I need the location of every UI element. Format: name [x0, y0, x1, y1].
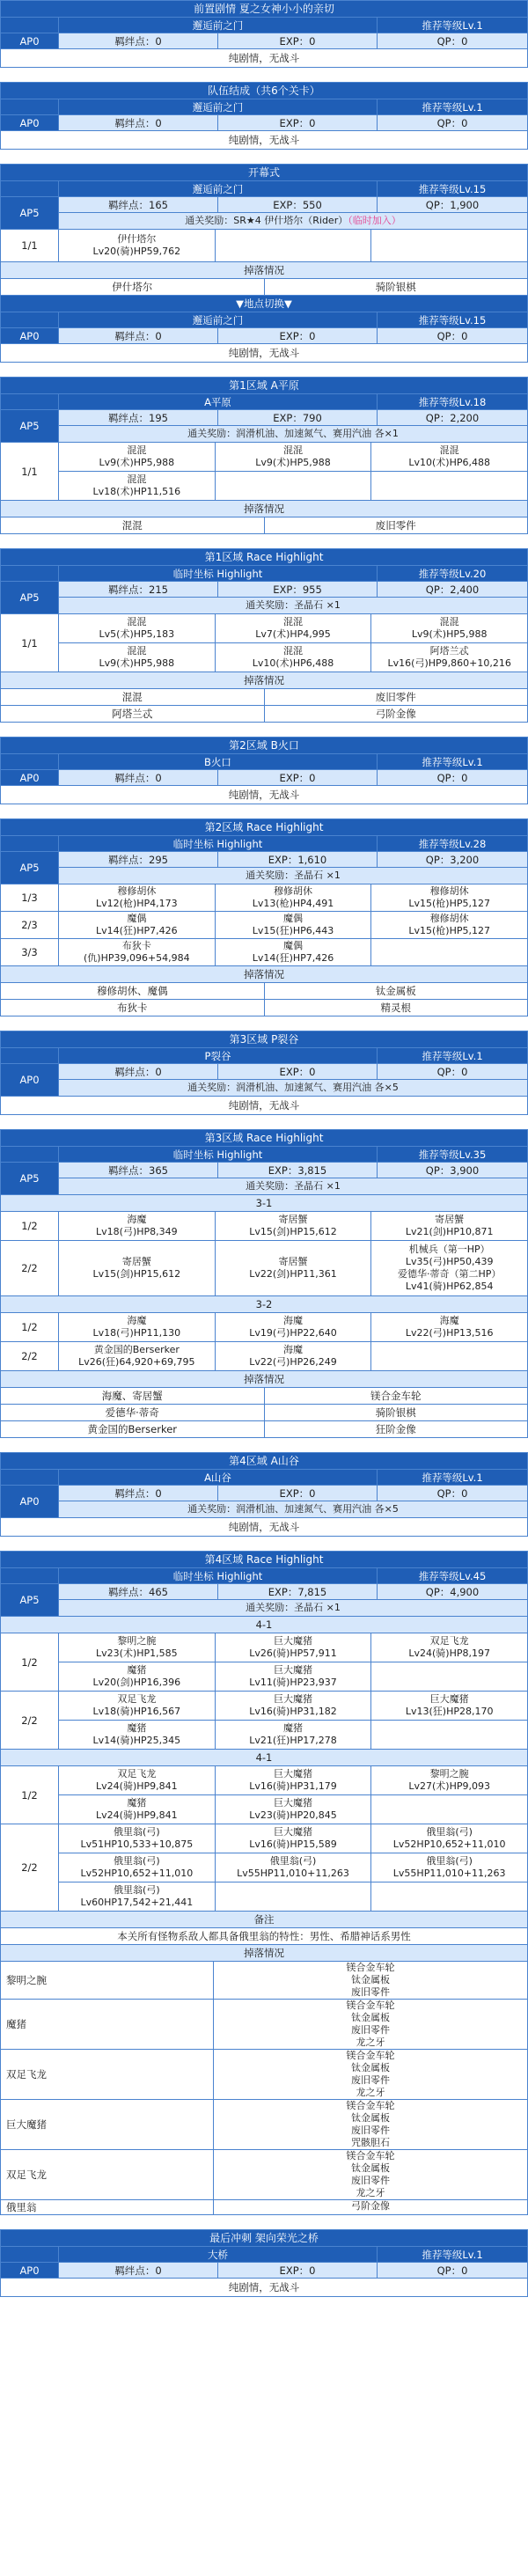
quest-title: 第2区域 B火口 — [1, 738, 527, 753]
wave-label: 1/3 — [21, 892, 38, 904]
exp: EXP：3,815 — [217, 1162, 377, 1178]
bond-points: 羁绊点：165 — [58, 196, 217, 212]
enemy: 黄金国的Berserker Lv26(狂)64,920+69,795 — [58, 1342, 215, 1370]
enemy: 海魔 Lv18(弓)HP11,130 — [58, 1313, 215, 1341]
location: 邂逅前之门 — [58, 180, 377, 196]
recommended-level: 推荐等级Lv.1 — [377, 99, 527, 114]
bond-points: 羁绊点：295 — [58, 851, 217, 867]
ap-cost: AP5 — [1, 851, 58, 884]
drop-item: 镁合金车轮 — [264, 1388, 528, 1404]
enemy: 巨大魔猪 Lv16(骑)HP15,589 — [215, 1824, 371, 1853]
drop-item: 废旧零件 — [264, 689, 528, 705]
bond-points: 羁绊点：0 — [58, 769, 217, 785]
bond-points: 羁绊点：0 — [58, 2262, 217, 2278]
bond-points: 羁绊点：465 — [58, 1583, 217, 1599]
quest-title: 第3区域 Race Highlight — [1, 1130, 527, 1146]
location: 邂逅前之门 — [58, 312, 377, 327]
ap-cost: AP5 — [1, 1583, 58, 1616]
enemy: 阿塔兰忒 Lv16(弓)HP9,860+10,216 — [370, 643, 527, 672]
recommended-level: 推荐等级Lv.20 — [377, 565, 527, 581]
recommended-level: 推荐等级Lv.15 — [377, 312, 527, 327]
quest-title: 第1区域 Race Highlight — [1, 549, 527, 565]
bond-points: 羁绊点：0 — [58, 33, 217, 48]
location: 临时坐标 Highlight — [58, 1567, 377, 1583]
drop-enemy: 俄里翁 — [6, 2201, 37, 2213]
enemy: 穆修胡休 Lv12(枪)HP4,173 — [58, 884, 215, 911]
enemy: 寄居蟹 Lv15(剑)HP15,612 — [58, 1241, 215, 1295]
recommended-level: 推荐等级Lv.15 — [377, 180, 527, 196]
drop-item: 狂阶金像 — [264, 1421, 528, 1437]
qp: QP：0 — [377, 33, 527, 48]
section-header: 3-2 — [1, 1295, 527, 1312]
enemy: 穆修胡休 Lv15(枪)HP5,127 — [370, 912, 527, 938]
enemy: 巨大魔猪 Lv16(骑)HP31,179 — [215, 1766, 371, 1794]
drop-enemy: 黎明之腕 — [6, 1974, 47, 1986]
recommended-level: 推荐等级Lv.18 — [377, 393, 527, 409]
story-note: 纯剧情，无战斗 — [1, 1517, 527, 1536]
quest-title: 最后冲刺 架向荣光之桥 — [1, 2230, 527, 2246]
drops-header: 掉落情况 — [1, 261, 527, 278]
bond-points: 羁绊点：195 — [58, 409, 217, 425]
quest-title: 第2区域 Race Highlight — [1, 819, 527, 835]
enemy: 巨大魔猪 Lv16(骑)HP31,182 — [215, 1692, 371, 1720]
qp: QP：2,200 — [377, 409, 527, 425]
clear-reward: 通关奖励：圣晶石 ×1 — [58, 597, 527, 613]
recommended-level: 推荐等级Lv.1 — [377, 17, 527, 33]
recommended-level: 推荐等级Lv.28 — [377, 835, 527, 851]
quest-block — [0, 737, 528, 804]
quest-title: 第4区域 A山谷 — [1, 1453, 527, 1469]
quest-title: 队伍结成（共6个关卡） — [1, 83, 527, 99]
wave-label: 1/2 — [21, 1321, 38, 1333]
drop-item: 骑阶银棋 — [264, 279, 528, 295]
drops-header: 掉落情况 — [1, 672, 527, 688]
exp: EXP：7,815 — [217, 1583, 377, 1599]
enemy: 俄里翁(弓) Lv55HP11,010+11,263 — [215, 1853, 371, 1882]
enemy: 双足飞龙 Lv18(骑)HP16,567 — [58, 1692, 215, 1720]
ap-cost: AP0 — [1, 769, 58, 785]
quest-title: 第1区域 A平原 — [1, 378, 527, 393]
section-header: 4-1 — [1, 1749, 527, 1765]
ap-cost: AP5 — [1, 409, 58, 442]
qp: QP：3,200 — [377, 851, 527, 867]
drops-header: 掉落情况 — [1, 1944, 527, 1961]
enemy: 魔偶 Lv15(狂)HP6,443 — [215, 912, 371, 938]
recommended-level: 推荐等级Lv.45 — [377, 1567, 527, 1583]
clear-reward: 通关奖励：润滑机油、加速氮气、赛用汽油 各×5 — [58, 1501, 527, 1517]
exp: EXP：0 — [217, 769, 377, 785]
enemy: 黎明之腕 Lv23(术)HP1,585 — [58, 1633, 215, 1662]
story-note: 纯剧情，无战斗 — [1, 1096, 527, 1114]
drop-enemy: 黄金国的Berserker — [87, 1423, 178, 1435]
wave-label: 1/1 — [21, 636, 38, 650]
drop-enemy: 双足飞龙 — [6, 2068, 47, 2081]
exp: EXP：0 — [217, 2262, 377, 2278]
quest-block — [0, 164, 528, 363]
recommended-level: 推荐等级Lv.35 — [377, 1146, 527, 1162]
location: 临时坐标 Highlight — [58, 1146, 377, 1162]
drops-header: 掉落情况 — [1, 1370, 527, 1387]
bond-points: 羁绊点：365 — [58, 1162, 217, 1178]
enemy: 巨大魔猪 Lv11(骑)HP23,937 — [215, 1662, 371, 1691]
location-switch: ▼地点切换▼ — [1, 295, 527, 312]
qp: QP：3,900 — [377, 1162, 527, 1178]
exp: EXP：0 — [217, 1063, 377, 1079]
wave-label: 2/2 — [21, 1350, 38, 1362]
enemy: 混混 Lv9(术)HP5,988 — [58, 443, 215, 471]
enemy: 黎明之腕 Lv27(术)HP9,093 — [370, 1766, 527, 1794]
exp: EXP：550 — [217, 196, 377, 212]
quest-block — [0, 1129, 528, 1438]
quest-block — [0, 818, 528, 1016]
recommended-level: 推荐等级Lv.1 — [377, 753, 527, 769]
ap-cost: AP0 — [1, 327, 58, 343]
enemy: 魔偶 Lv14(狂)HP7,426 — [58, 912, 215, 938]
ap-cost: AP0 — [1, 33, 58, 48]
story-note: 纯剧情，无战斗 — [1, 2278, 527, 2296]
enemy: 俄里翁(弓) Lv52HP10,652+11,010 — [370, 1824, 527, 1853]
clear-reward: 通关奖励：润滑机油、加速氮气、赛用汽油 各×1 — [58, 425, 527, 442]
exp: EXP：790 — [217, 409, 377, 425]
enemy: 俄里翁(弓) Lv60HP17,542+21,441 — [58, 1882, 215, 1911]
enemy: 海魔 Lv18(弓)HP8,349 — [58, 1212, 215, 1240]
quest-block — [0, 1031, 528, 1115]
enemy: 巨大魔猪 Lv13(狂)HP28,170 — [370, 1692, 527, 1720]
location: A山谷 — [58, 1469, 377, 1485]
drop-enemy: 穆修胡休、魔偶 — [97, 985, 168, 997]
enemy: 俄里翁(弓) Lv51HP10,533+10,875 — [58, 1824, 215, 1853]
enemy: 布狄卡 (仇)HP39,096+54,984 — [58, 939, 215, 965]
wave-label: 1/1 — [21, 239, 38, 252]
qp: QP：0 — [377, 1485, 527, 1501]
location: 临时坐标 Highlight — [58, 835, 377, 851]
enemy: 海魔 Lv19(弓)HP22,640 — [215, 1313, 371, 1341]
drop-enemy: 海魔、寄居蟹 — [101, 1390, 163, 1402]
wave-label: 2/2 — [21, 1861, 38, 1874]
drop-enemy: 巨大魔猪 — [6, 2118, 47, 2131]
exp: EXP：1,610 — [217, 851, 377, 867]
location: 大桥 — [58, 2246, 377, 2262]
qp: QP：2,400 — [377, 581, 527, 597]
enemy: 寄居蟹 Lv21(剑)HP10,871 — [370, 1212, 527, 1240]
wave-label: 3/3 — [21, 946, 38, 958]
drop-enemy: 魔猪 — [6, 2018, 26, 2030]
ap-cost: AP0 — [1, 2262, 58, 2278]
ap-cost: AP0 — [1, 1063, 58, 1096]
enemy: 寄居蟹 Lv15(剑)HP15,612 — [215, 1212, 371, 1240]
recommended-level: 推荐等级Lv.1 — [377, 2246, 527, 2262]
enemy: 俄里翁(弓) Lv55HP11,010+11,263 — [370, 1853, 527, 1882]
story-note: 纯剧情，无战斗 — [1, 48, 527, 67]
enemy: 魔猪 Lv24(骑)HP9,841 — [58, 1795, 215, 1824]
location: 临时坐标 Highlight — [58, 565, 377, 581]
location: A平原 — [58, 393, 377, 409]
ap-cost: AP0 — [1, 114, 58, 130]
remark-header: 备注 — [1, 1911, 527, 1927]
enemy: 混混 Lv9(术)HP5,988 — [215, 443, 371, 471]
story-note: 纯剧情，无战斗 — [1, 785, 527, 804]
exp: EXP：0 — [217, 1485, 377, 1501]
drops-header: 掉落情况 — [1, 965, 527, 982]
quest-block — [0, 82, 528, 150]
exp: EXP：955 — [217, 581, 377, 597]
remark: 本关所有怪物系敌人都具备俄里翁的特性：男性、希腊神话系男性 — [1, 1927, 527, 1944]
drop-enemy: 混混 — [121, 691, 143, 703]
drop-item: 骑阶银棋 — [264, 1405, 528, 1420]
enemy: 魔猪 Lv21(狂)HP17,278 — [215, 1721, 371, 1749]
exp: EXP：0 — [217, 327, 377, 343]
exp: EXP：0 — [217, 114, 377, 130]
drop-item: 弓阶金像 — [264, 706, 528, 722]
quest-title: 前置剧情 夏之女神小小的亲切 — [1, 1, 527, 17]
clear-reward: 通关奖励：SR★4 伊什塔尔（Rider）（临时加入） — [58, 212, 527, 229]
ap-cost: AP0 — [1, 1485, 58, 1517]
location: P裂谷 — [58, 1047, 377, 1063]
wave-label: 2/2 — [21, 1262, 38, 1274]
wave-label: 1/2 — [21, 1655, 38, 1669]
enemy: 巨大魔猪 Lv26(骑)HP57,911 — [215, 1633, 371, 1662]
enemy: 穆修胡休 Lv13(枪)HP4,491 — [215, 884, 371, 911]
enemy: 寄居蟹 Lv22(剑)HP11,361 — [215, 1241, 371, 1295]
quest-block: 第4区域 Race Highlight 临时坐标 Highlight 推荐等级Lv.45 AP5 羁绊点：465 EXP：7,815 QP：4,900 通关奖励：圣晶石 ×1 4-1 1/2 黎明之腕 Lv23(术)HP1,585 巨大魔猪 Lv26(骑)HP57,911 双足飞龙 Lv24(骑)HP8,197 魔猪 Lv20(剑)HP16,396 巨大魔猪 Lv11(骑)HP23,937 2/2 双足飞龙 Lv18(骑)HP16,567 巨大魔猪 Lv16(骑)HP31,182 巨大魔猪 Lv13(狂)HP28,170 魔猪 Lv14(骑)HP25,345 魔猪 Lv21(狂)HP17,278 4-1 1/2 双足飞龙 Lv24(骑)HP9,841 巨大魔猪 Lv16(骑)HP31,179 黎明之腕 Lv27(术)HP9,093 魔猪 Lv24(骑)HP9,841 巨大魔猪 Lv23(骑)HP20,845 2/2 俄里翁(弓) Lv51HP10,533+10,875 巨大魔猪 Lv16(骑)HP15,589 俄里翁(弓) Lv52HP10,652+11,010 俄里翁(弓) Lv52HP10,652+11,010 俄里翁(弓) Lv55HP11,010+11,263 俄里翁(弓) Lv55HP11,010+11,263 俄里翁(弓) Lv60HP17,542+21,441 备注 本关所有怪物系敌人都具备俄里翁的特性：男性、希腊神话系男性 掉落情况 黎明之腕 镁合金车轮 钛金属板 废旧零件 魔猪 镁合金车轮 钛金属板 废旧零件 龙之牙 双足飞龙 镁合金车轮 钛金属板 废旧零件 龙之牙 巨大魔猪 镁合金车轮 钛金属板 废旧零件 咒骸胆石 双足飞龙 镁合金车轮 钛金属板 废旧零件 龙之牙 俄里翁 弓阶金像 — [0, 1551, 528, 2215]
enemy: 伊什塔尔 Lv20(骑)HP59,762 — [58, 230, 215, 261]
enemy: 混混 Lv5(术)HP5,183 — [58, 614, 215, 642]
qp: QP：0 — [377, 2262, 527, 2278]
enemy: 巨大魔猪 Lv23(骑)HP20,845 — [215, 1795, 371, 1824]
enemy: 双足飞龙 Lv24(骑)HP8,197 — [370, 1633, 527, 1662]
enemy: 混混 Lv18(术)HP11,516 — [58, 472, 215, 500]
drop-enemy: 阿塔兰忒 — [112, 708, 153, 720]
location: 邂逅前之门 — [58, 17, 377, 33]
quest-title: 第4区域 Race Highlight — [1, 1552, 527, 1567]
wave-label: 2/3 — [21, 919, 38, 931]
recommended-level: 推荐等级Lv.1 — [377, 1469, 527, 1485]
drop-enemy: 双足飞龙 — [6, 2169, 47, 2181]
quest-block — [0, 0, 528, 68]
quest-block — [0, 2229, 528, 2297]
location: B火口 — [58, 753, 377, 769]
enemy: 混混 Lv10(术)HP6,488 — [215, 643, 371, 672]
enemy: 混混 Lv7(术)HP4,995 — [215, 614, 371, 642]
qp: QP：0 — [377, 327, 527, 343]
bond-points: 羁绊点：215 — [58, 581, 217, 597]
clear-reward: 通关奖励：圣晶石 ×1 — [58, 1178, 527, 1194]
quest-block — [0, 377, 528, 534]
exp: EXP：0 — [217, 33, 377, 48]
recommended-level: 推荐等级Lv.1 — [377, 1047, 527, 1063]
story-note: 纯剧情，无战斗 — [1, 343, 527, 362]
qp: QP：1,900 — [377, 196, 527, 212]
quest-block — [0, 548, 528, 723]
enemy: 俄里翁(弓) Lv52HP10,652+11,010 — [58, 1853, 215, 1882]
wave-label: 1/2 — [21, 1220, 38, 1232]
enemy: 穆修胡休 Lv15(枪)HP5,127 — [370, 884, 527, 911]
ap-cost: AP5 — [1, 1162, 58, 1194]
clear-reward: 通关奖励：圣晶石 ×1 — [58, 1599, 527, 1616]
bond-points: 羁绊点：0 — [58, 1063, 217, 1079]
location: 邂逅前之门 — [58, 99, 377, 114]
enemy: 魔猪 Lv20(剑)HP16,396 — [58, 1662, 215, 1691]
quest-block — [0, 1452, 528, 1537]
enemy: 魔偶 Lv14(狂)HP7,426 — [215, 939, 371, 965]
enemy: 混混 Lv10(术)HP6,488 — [370, 443, 527, 471]
wave-label: 1/1 — [21, 465, 38, 478]
qp: QP：0 — [377, 1063, 527, 1079]
qp: QP：0 — [377, 769, 527, 785]
drop-enemy: 混混 — [121, 519, 143, 532]
quest-title: 开幕式 — [1, 165, 527, 180]
story-note: 纯剧情，无战斗 — [1, 130, 527, 149]
enemy: 混混 Lv9(术)HP5,988 — [58, 643, 215, 672]
drop-item: 钛金属板 — [264, 983, 528, 999]
qp: QP：0 — [377, 114, 527, 130]
enemy: 混混 Lv9(术)HP5,988 — [370, 614, 527, 642]
enemy: 魔猪 Lv14(骑)HP25,345 — [58, 1721, 215, 1749]
section-header: 3-1 — [1, 1194, 527, 1211]
drop-item: 精灵根 — [264, 1000, 528, 1016]
section-header: 4-1 — [1, 1616, 527, 1633]
bond-points: 羁绊点：0 — [58, 114, 217, 130]
wave-label: 2/2 — [21, 1714, 38, 1727]
clear-reward: 通关奖励：润滑机油、加速氮气、赛用汽油 各×5 — [58, 1079, 527, 1096]
enemy: 海魔 Lv22(弓)HP13,516 — [370, 1313, 527, 1341]
bond-points: 羁绊点：0 — [58, 327, 217, 343]
drop-item: 废旧零件 — [264, 517, 528, 533]
drops-header: 掉落情况 — [1, 500, 527, 517]
drop-enemy: 布狄卡 — [117, 1002, 148, 1014]
quest-title: 第3区域 P裂谷 — [1, 1031, 527, 1047]
drop-enemy: 爱德华·蒂奇 — [105, 1406, 159, 1419]
wave-label: 1/2 — [21, 1788, 38, 1802]
clear-reward: 通关奖励：圣晶石 ×1 — [58, 867, 527, 884]
bond-points: 羁绊点：0 — [58, 1485, 217, 1501]
drop-enemy: 伊什塔尔 — [112, 281, 153, 293]
enemy: 海魔 Lv22(弓)HP26,249 — [215, 1342, 371, 1370]
ap-cost: AP5 — [1, 581, 58, 613]
ap-cost: AP5 — [1, 196, 58, 229]
enemy: 双足飞龙 Lv24(骑)HP9,841 — [58, 1766, 215, 1794]
enemy: 机械兵（第一HP） Lv35(弓)HP50,439 爱德华·蒂奇（第二HP） Lv41(骑)HP62,854 — [370, 1241, 527, 1295]
qp: QP：4,900 — [377, 1583, 527, 1599]
